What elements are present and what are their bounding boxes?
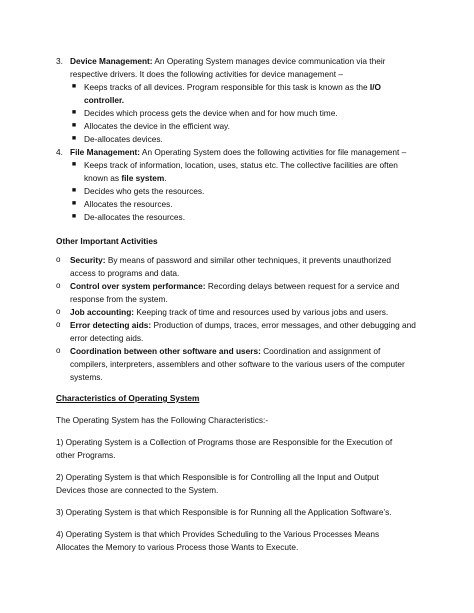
section-3-line-1: Device Management: An Operating System manages device communication via their <box>70 56 386 66</box>
characteristics-intro: The Operating System has the Following Characteristics:- <box>56 415 269 425</box>
section-3-bullet-3: Allocates the device in the efficient way. <box>84 121 230 131</box>
section-3-line-2: respective drivers. It does the following activities for device management – <box>70 69 344 79</box>
other-item-performance-cont: response from the system. <box>70 294 168 304</box>
section-4-bullet-3: Allocates the resources. <box>84 199 173 209</box>
characteristic-2-cont: Devices those are connected to the System. <box>56 485 219 495</box>
other-item-error-aids-cont: error detecting aids. <box>70 333 144 343</box>
characteristic-1: 1) Operating System is a Collection of Programs those are Responsible for the Execution of <box>56 437 393 447</box>
bullet-icon: ■ <box>71 135 77 142</box>
other-item-coordination-cont-2: systems. <box>70 372 103 382</box>
other-item-security-cont: access to programs and data. <box>70 268 180 278</box>
section-4-heading: File Management: <box>70 147 141 157</box>
section-3-bullet-1: Keeps tracks of all devices. Program responsible for this task is known as the I/O <box>84 82 381 92</box>
bullet-icon: ■ <box>71 122 77 129</box>
section-3-bullet-1-cont: controller. <box>84 95 125 105</box>
characteristic-1-cont: other Programs. <box>56 450 116 460</box>
other-item-coordination: Coordination between other software and users: Coordination and assignment of <box>70 346 381 356</box>
other-item-error-aids: Error detecting aids: Production of dumps, traces, error messages, and other debugging and <box>70 320 416 330</box>
bullet-icon: ■ <box>71 83 77 90</box>
section-4-number: 4. <box>56 147 63 157</box>
section-4-bullet-2: Decides who gets the resources. <box>84 186 205 196</box>
bullet-icon: ■ <box>71 109 77 116</box>
bullet-icon: ■ <box>71 187 77 194</box>
characteristic-4: 4) Operating System is that which Provides Scheduling to the Various Processes Means <box>56 529 380 539</box>
section-3-bullet-4: De-allocates devices. <box>84 134 163 144</box>
section-4-bullet-1-cont: known as file system. <box>84 173 167 183</box>
section-3-heading: Device Management: <box>70 56 153 66</box>
circle-bullet-icon: o <box>56 255 61 264</box>
bullet-icon: ■ <box>71 161 77 168</box>
section-3-bullet-2: Decides which process gets the device when and for how much time. <box>84 108 338 118</box>
other-activities-heading: Other Important Activities <box>56 236 158 246</box>
circle-bullet-icon: o <box>56 346 61 355</box>
characteristics-heading: Characteristics of Operating System <box>56 393 200 403</box>
other-item-performance: Control over system performance: Recording delays between request for a service and <box>70 281 400 291</box>
circle-bullet-icon: o <box>56 281 61 290</box>
other-item-job-accounting: Job accounting: Keeping track of time and resources used by various jobs and users. <box>70 307 389 317</box>
characteristic-3: 3) Operating System is that which Responsible is for Running all the Application Software’s. <box>56 507 392 517</box>
circle-bullet-icon: o <box>56 307 61 316</box>
section-3-number: 3. <box>56 56 63 66</box>
other-item-security: Security: By means of password and similar other techniques, it prevents unauthorized <box>70 255 391 265</box>
bullet-icon: ■ <box>71 200 77 207</box>
characteristic-4-cont: Allocates the Memory to various Process those Wants to Execute. <box>56 542 299 552</box>
circle-bullet-icon: o <box>56 320 61 329</box>
section-4-bullet-1: Keeps track of information, location, uses, status etc. The collective facilities are often <box>84 160 398 170</box>
bullet-icon: ■ <box>71 213 77 220</box>
characteristic-2: 2) Operating System is that which Responsible is for Controlling all the Input and Output <box>56 472 379 482</box>
section-4-bullet-4: De-allocates the resources. <box>84 212 185 222</box>
other-item-coordination-cont-1: compilers, interpreters, assemblers and other software to the various users of the computer <box>70 359 405 369</box>
section-4-line-1: File Management: An Operating System does the following activities for file management – <box>70 147 407 157</box>
